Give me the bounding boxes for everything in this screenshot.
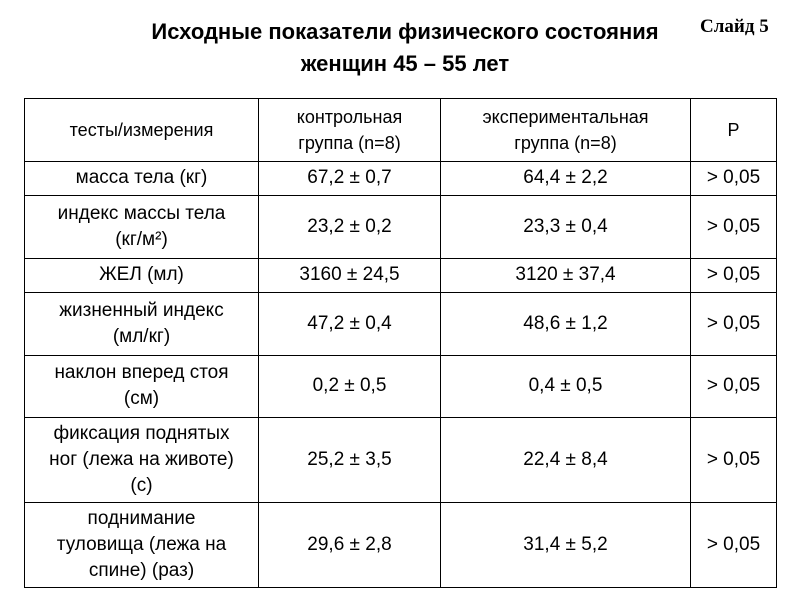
table-row <box>25 258 777 292</box>
cell-test-name-line: жизненный индекс <box>59 299 224 321</box>
cell-test-name-line: туловища (лежа на <box>56 534 227 556</box>
header-p-value <box>691 99 777 162</box>
cell-test-name <box>25 292 259 355</box>
cell-test-name-line: (кг/м²) <box>115 228 168 250</box>
cell-test-name-line: (см) <box>123 388 160 410</box>
table-row <box>25 355 777 418</box>
table-row <box>25 292 777 355</box>
table-row <box>25 503 777 588</box>
header-p-value-line: P <box>727 119 740 140</box>
header-tests-line: тесты/измерения <box>69 119 214 140</box>
cell-experimental-value: 64,4 ± 2,2 <box>441 161 691 195</box>
cell-control-value: 0,2 ± 0,5 <box>259 355 441 418</box>
cell-test-name <box>25 258 259 292</box>
cell-p-value: > 0,05 <box>691 355 777 418</box>
table-row <box>25 418 777 503</box>
cell-experimental-value: 22,4 ± 8,4 <box>441 418 691 503</box>
cell-experimental-value: 31,4 ± 5,2 <box>441 503 691 588</box>
header-control-group <box>259 99 441 162</box>
cell-test-name <box>25 195 259 258</box>
cell-test-name-line: индекс массы тела <box>57 202 226 224</box>
cell-test-name-line: (мл/кг) <box>112 325 171 347</box>
cell-test-name <box>25 355 259 418</box>
cell-control-value: 47,2 ± 0,4 <box>259 292 441 355</box>
cell-test-name-line: наклон вперед стоя <box>54 362 229 384</box>
cell-control-value: 29,6 ± 2,8 <box>259 503 441 588</box>
results-table-body <box>25 99 777 588</box>
cell-control-value: 3160 ± 24,5 <box>259 258 441 292</box>
cell-test-name-line: фиксация поднятых <box>53 423 230 445</box>
table-row <box>25 161 777 195</box>
cell-test-name <box>25 418 259 503</box>
cell-p-value: > 0,05 <box>691 292 777 355</box>
cell-control-value: 67,2 ± 0,7 <box>259 161 441 195</box>
cell-p-value: > 0,05 <box>691 258 777 292</box>
cell-test-name-line: ног (лежа на животе) <box>49 449 234 471</box>
cell-test-name <box>25 161 259 195</box>
slide-number-label: Слайд 5 <box>700 16 769 37</box>
cell-test-name-line: ЖЕЛ (мл) <box>99 264 184 286</box>
cell-test-name-line: поднимание <box>87 508 196 530</box>
header-tests <box>25 99 259 162</box>
slide-title <box>80 16 730 80</box>
cell-p-value: > 0,05 <box>691 418 777 503</box>
header-experimental-group-line: экспериментальная <box>482 106 649 127</box>
cell-p-value: > 0,05 <box>691 503 777 588</box>
cell-p-value: > 0,05 <box>691 161 777 195</box>
header-control-group-line: контрольная <box>296 106 403 127</box>
slide-title-line-2: женщин 45 – 55 лет <box>300 51 510 76</box>
cell-experimental-value: 23,3 ± 0,4 <box>441 195 691 258</box>
header-control-group-line: группа (n=8) <box>298 132 401 153</box>
table-row <box>25 195 777 258</box>
table-header-row <box>25 99 777 162</box>
header-experimental-group <box>441 99 691 162</box>
header-experimental-group-line: группа (n=8) <box>514 132 617 153</box>
slide-title-line-1: Исходные показатели физического состояния <box>151 19 659 44</box>
cell-control-value: 23,2 ± 0,2 <box>259 195 441 258</box>
cell-experimental-value: 3120 ± 37,4 <box>441 258 691 292</box>
cell-experimental-value: 0,4 ± 0,5 <box>441 355 691 418</box>
cell-test-name-line: (с) <box>130 475 153 497</box>
cell-test-name-line: спине) (раз) <box>88 560 195 582</box>
results-table <box>24 98 777 588</box>
cell-p-value: > 0,05 <box>691 195 777 258</box>
cell-control-value: 25,2 ± 3,5 <box>259 418 441 503</box>
cell-experimental-value: 48,6 ± 1,2 <box>441 292 691 355</box>
cell-test-name <box>25 503 259 588</box>
cell-test-name-line: масса тела (кг) <box>75 167 208 189</box>
